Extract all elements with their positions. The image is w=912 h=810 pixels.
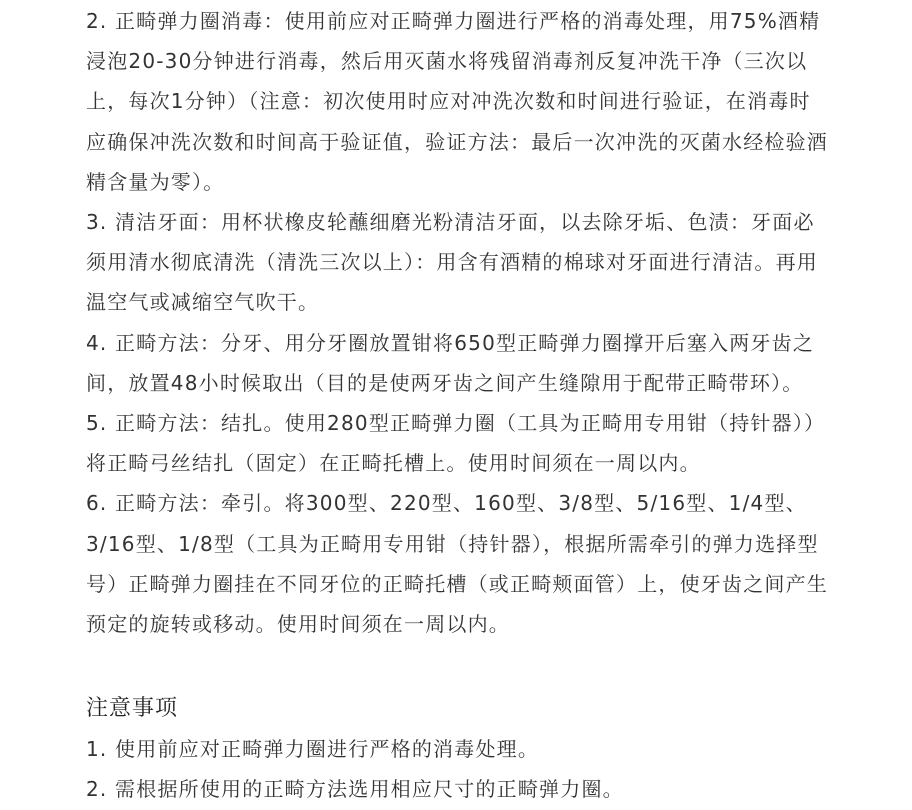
step-paragraph-2: 2. 正畸弹力圈消毒：使用前应对正畸弹力圈进行严格的消毒处理，用75%酒精浸泡20-30分钟进行消毒，然后用灭菌水将残留消毒剂反复冲洗干净（三次以上，每次1分钟）（注意：初次使用时应对冲洗次数和时间进行验证，在消毒时应确保冲洗次数和时间高于验证值，验证方法：最后一次冲洗的灭菌水经检验酒精含量为零）。 xyxy=(86,9,828,194)
article-body xyxy=(86,0,828,810)
step-paragraph-6: 6. 正畸方法：牵引。将300型、220型、160型、3/8型、5/16型、1/4型、3/16型、1/8型（工具为正畸用专用钳（持针器），根据所需牵引的弹力选择型号）正畸弹力圈挂在不同牙位的正畸托槽（或正畸颊面管）上，使牙齿之间产生预定的旋转或移动。使用时间须在一周以内。 xyxy=(86,491,828,637)
notes-section-title: 注意事项 xyxy=(86,696,179,722)
step-paragraph-5: 5. 正畸方法：结扎。使用280型正畸弹力圈（工具为正畸用专用钳（持针器））将正畸弓丝结扎（固定）在正畸托槽上。使用时间须在一周以内。 xyxy=(86,411,826,476)
note-item-2: 2. 需根据所使用的正畸方法选用相应尺寸的正畸弹力圈。 xyxy=(86,777,624,802)
step-paragraph-3: 3. 清洁牙面：用杯状橡皮轮蘸细磨光粉清洁牙面，以去除牙垢、色渍：牙面必须用清水彻底清洗（清洗三次以上）：用含有酒精的棉球对牙面进行清洁。再用温空气或减缩空气吹干。 xyxy=(86,210,818,315)
step-paragraph-4: 4. 正畸方法：分牙、用分牙圈放置钳将650型正畸弹力圈撑开后塞入两牙齿之间，放置48小时候取出（目的是使两牙齿之间产生缝隙用于配带正畸带环）。 xyxy=(86,330,815,395)
note-item-1: 1. 使用前应对正畸弹力圈进行严格的消毒处理。 xyxy=(86,737,540,762)
